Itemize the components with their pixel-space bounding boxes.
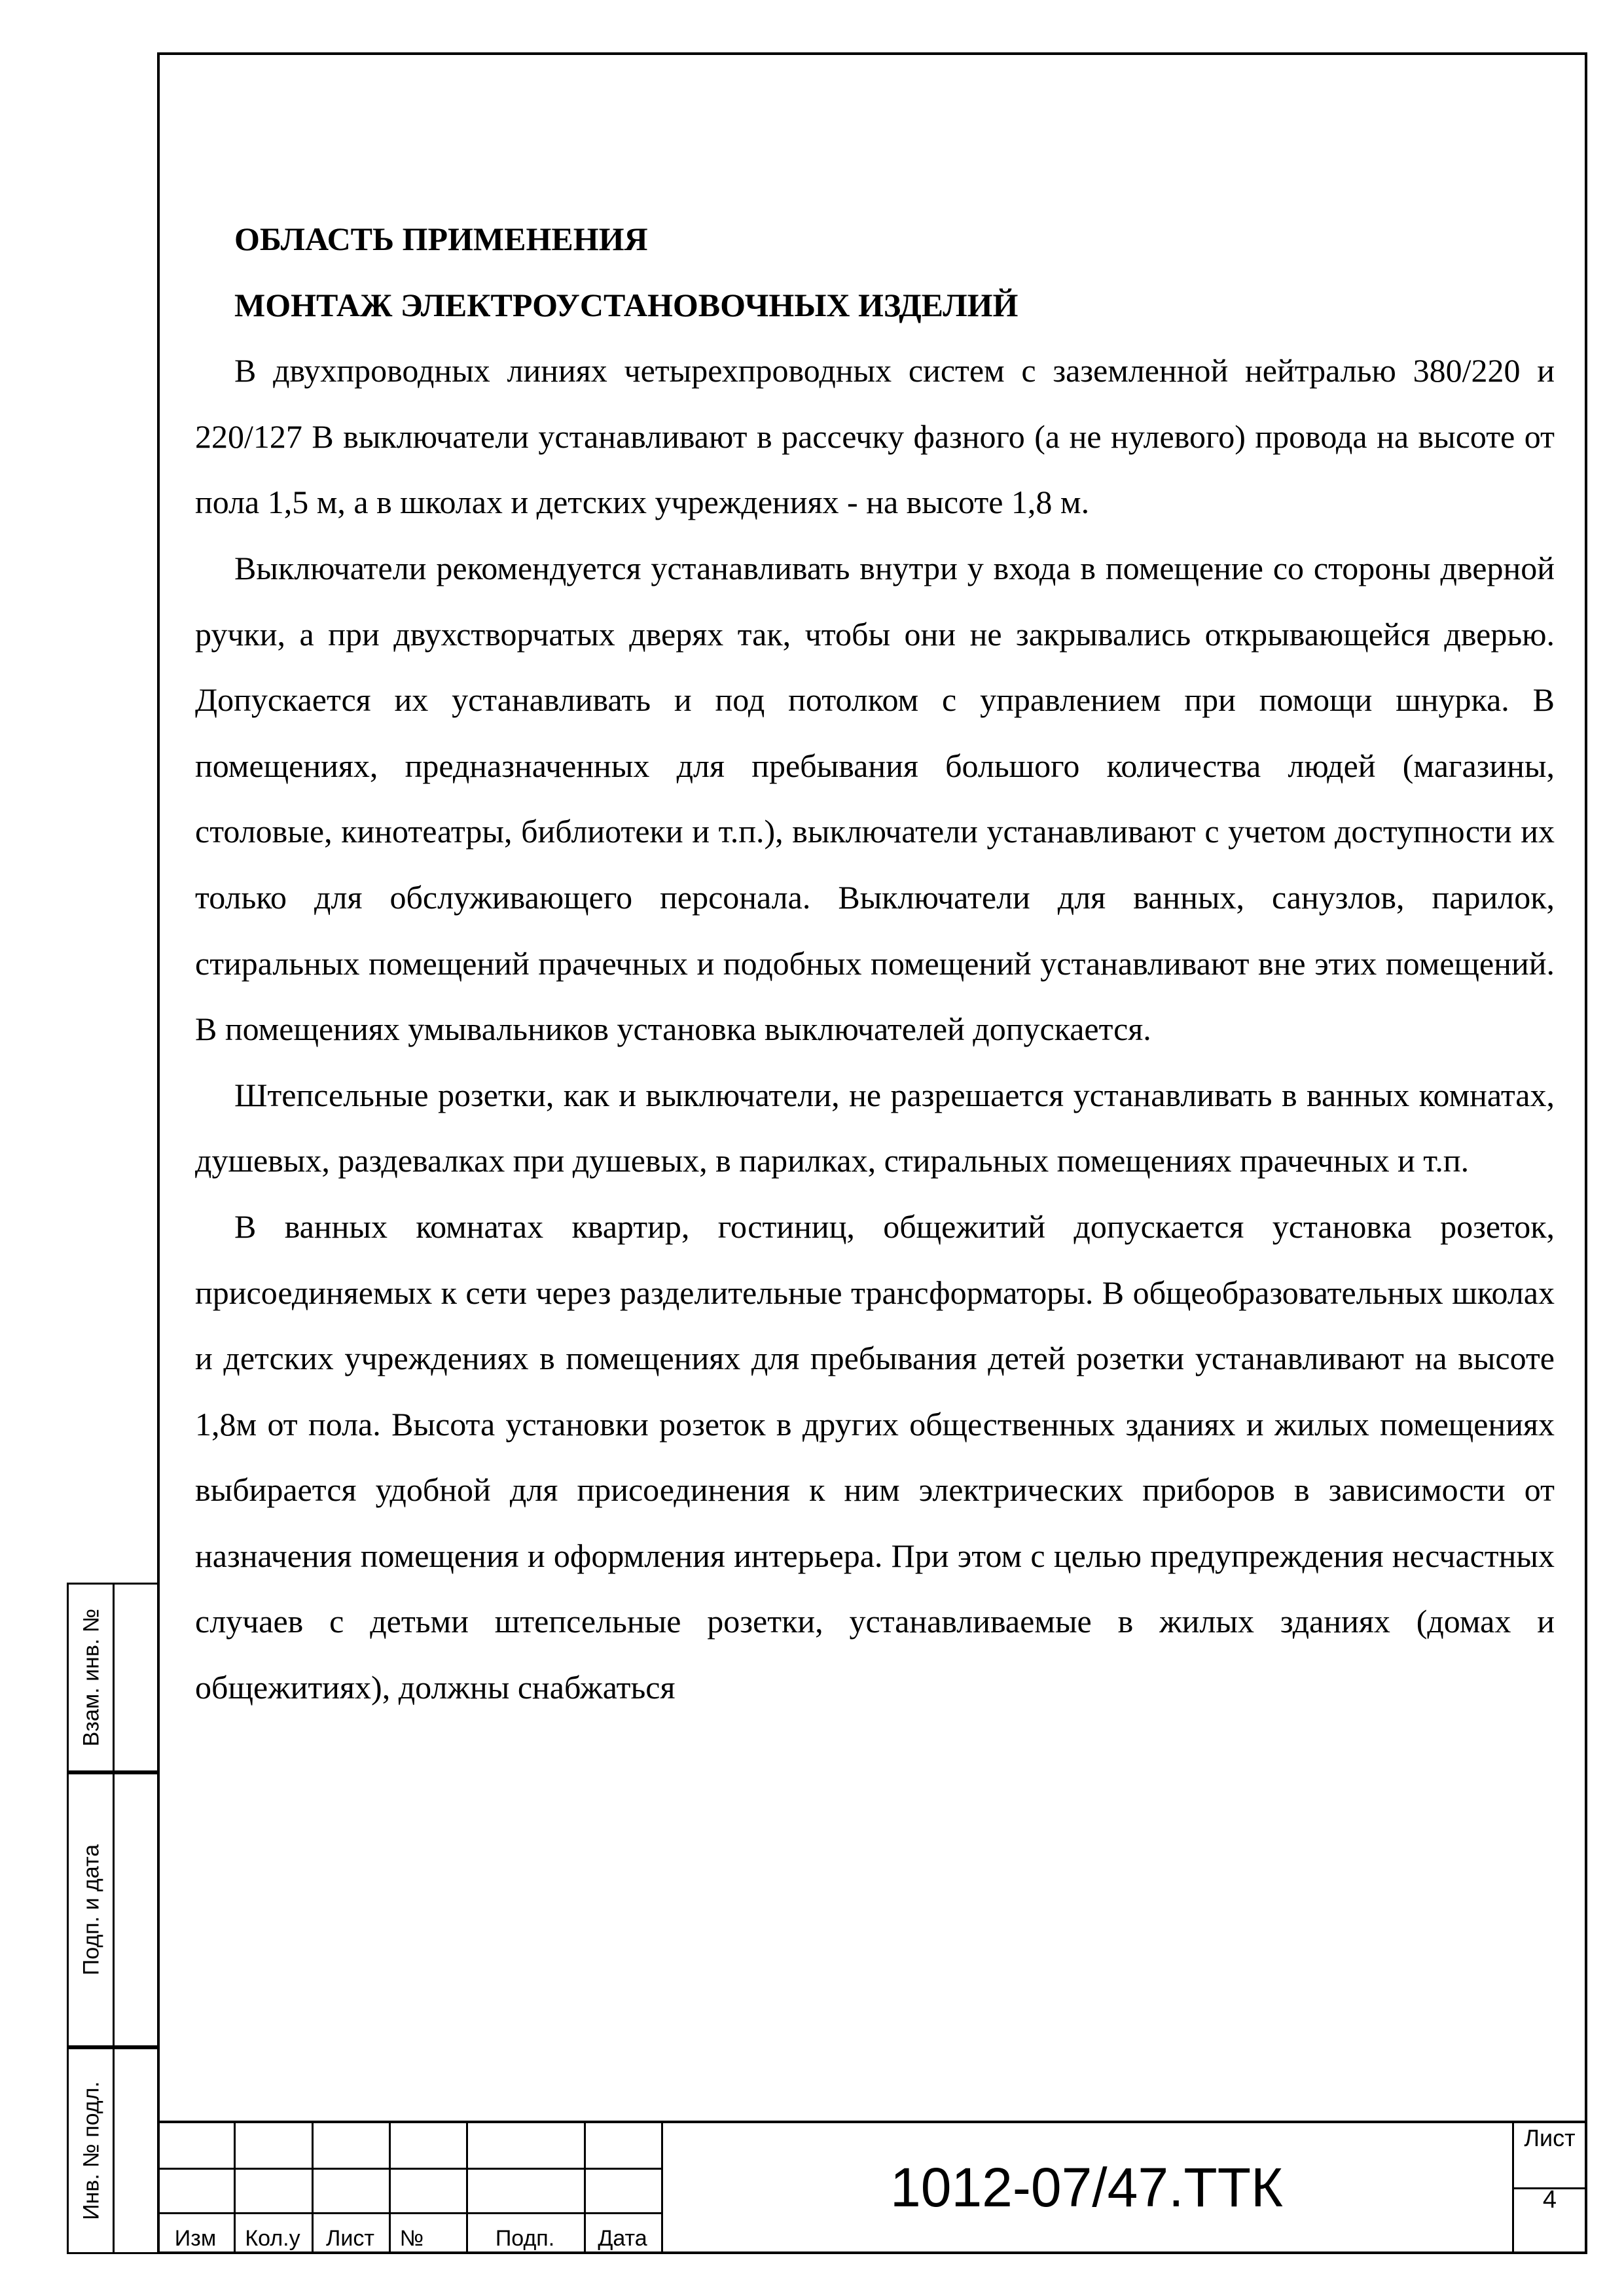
side-stamp-strip [67,1583,157,2254]
paragraph: Выключатели рекомендуется устанавливать внутри у входа в помещение со стороны дверной ручки, а при двухстворчатых дверях так, чтобы они не закрывались открывающейся дверью. Допускается их устанавливать и под потолком с управлением при помощи шнурка. В помещениях, предназначенных для пребывания большого количества людей (магазины, столовые, кинотеатры, библиотеки и т.п.), выключатели устанавливают с учетом доступности их только для обслуживающего персонала. Выключатели для ванных, санузлов, парилок, стиральных помещений прачечных и подобных помещений устанавливают вне этих помещений. В помещениях умывальников установка выключателей допускается. [195,549,1555,1048]
col-data: Дата [598,2226,647,2251]
section-heading: ОБЛАСТЬ ПРИМЕНЕНИЯ [234,221,648,257]
paragraph: Штепсельные розетки, как и выключатели, не разрешается устанавливать в ванных комнатах, душевых, раздевалках при душевых, в парилках, стиральных помещениях прачечных и т.п. [195,1076,1555,1179]
paragraph: В двухпроводных линиях четырехпроводных систем с заземленной нейтралью 380/220 и 220/127 В выключатели устанавливают в рассечку фазного (а не нулевого) провода на высоте от пола 1,5 м, а в школах и детских учреждениях - на высоте 1,8 м. [195,352,1555,521]
inv-podl-label: Инв. № подл. [79,2081,104,2220]
sheet-number: 4 [1542,2186,1557,2214]
document-body [195,206,1555,1721]
col-podp: Подп. [495,2226,555,2251]
vzam-inv-cell [67,1583,157,1772]
inv-podl-cell [67,2047,157,2254]
sheet-label: Лист [1524,2125,1576,2151]
podp-data-label: Подп. и дата [79,1844,104,1976]
paragraph: В ванных комнатах квартир, гостиниц, общежитий допускается установка розеток, присоединяемых к сети через разделительные трансформаторы. В общеобразовательных школах и детских учреждениях в помещениях для пребывания детей розетки устанавливают на высоте 1,8м от пола. Высота установки розеток в других общественных зданиях и жилых помещениях выбирается удобной для присоединения к ним электрических приборов в зависимости от назначения помещения и оформления интерьера. При этом с целью предупреждения несчастных случаев с детьми штепсельные розетки, устанавливаемые в жилых зданиях (домах и общежитиях), должны снабжаться [195,1208,1555,1706]
col-izm: Изм [174,2226,217,2251]
document-code: 1012-07/47.ТТК [890,2156,1283,2218]
subsection-heading: МОНТАЖ ЭЛЕКТРОУСТАНОВОЧНЫХ ИЗДЕЛИЙ [234,286,1019,323]
col-number: № [399,2226,424,2251]
col-kol: Кол.у [245,2226,300,2251]
vzam-inv-label: Взам. инв. № [79,1608,104,1747]
col-list: Лист [326,2226,374,2251]
podp-data-cell [67,1772,157,2047]
